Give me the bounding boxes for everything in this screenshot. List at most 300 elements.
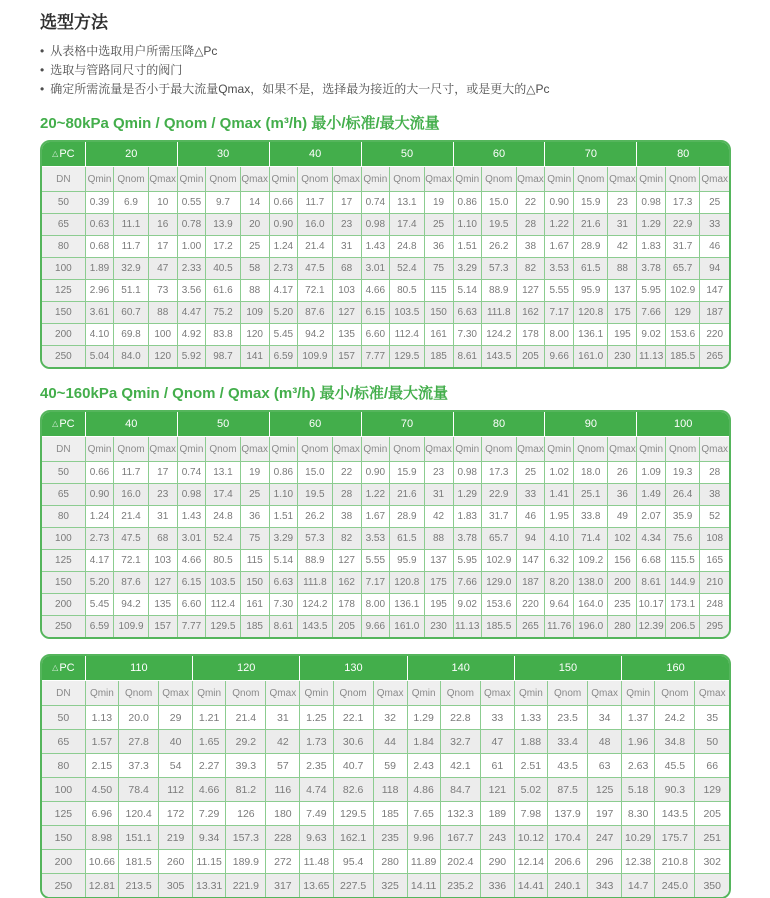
qmin-cell: 5.95: [453, 550, 482, 572]
dn-cell: 200: [42, 324, 85, 346]
qmin-cell: 6.60: [177, 594, 206, 616]
qmax-cell: 46: [516, 506, 545, 528]
qmin-cell: 4.10: [85, 324, 114, 346]
qnom-cell: 31.7: [482, 506, 516, 528]
qmin-cell: 0.90: [361, 462, 390, 484]
qmin-cell: 13.65: [300, 874, 333, 898]
dn-column-header: DN: [42, 437, 85, 462]
qmax-cell: 197: [588, 802, 622, 826]
qmax-cell: 34: [588, 706, 622, 730]
qmin-cell: 10.12: [514, 826, 547, 850]
qmax-cell: 29: [159, 706, 193, 730]
qmax-cell: 317: [266, 874, 300, 898]
qnom-cell: 137.9: [548, 802, 588, 826]
qmax-column-header: Qmax: [700, 167, 729, 192]
qmax-cell: 33: [700, 214, 729, 236]
qnom-cell: 6.9: [114, 192, 148, 214]
qmax-cell: 290: [480, 850, 514, 874]
qnom-column-header: Qnom: [440, 681, 480, 706]
qnom-cell: 98.7: [206, 346, 240, 368]
qnom-cell: 27.8: [119, 730, 159, 754]
qmin-cell: 4.66: [193, 778, 226, 802]
qnom-cell: 196.0: [573, 616, 607, 638]
qmax-cell: 94: [516, 528, 545, 550]
qmin-cell: 11.13: [453, 616, 482, 638]
qmax-column-header: Qmax: [480, 681, 514, 706]
qmin-cell: 11.48: [300, 850, 333, 874]
qmin-cell: 0.74: [177, 462, 206, 484]
qmax-cell: 36: [240, 506, 269, 528]
qmax-cell: 343: [588, 874, 622, 898]
qmax-cell: 157: [332, 346, 361, 368]
qmin-cell: 1.00: [177, 236, 206, 258]
qmin-column-header: Qmin: [361, 167, 390, 192]
qmax-cell: 108: [700, 528, 729, 550]
qnom-cell: 57.3: [482, 258, 516, 280]
qmax-cell: 23: [608, 192, 637, 214]
qmin-cell: 3.29: [269, 528, 298, 550]
qmax-cell: 25: [424, 214, 453, 236]
qmax-column-header: Qmax: [332, 167, 361, 192]
delta-triangle-icon: △: [52, 419, 59, 428]
qmax-cell: 35: [695, 706, 729, 730]
qmin-cell: 11.15: [193, 850, 226, 874]
table-row: [42, 730, 729, 754]
qnom-cell: 61.5: [573, 258, 607, 280]
qmin-cell: 1.49: [637, 484, 666, 506]
qmin-cell: 2.27: [193, 754, 226, 778]
qmin-column-header: Qmin: [637, 437, 666, 462]
qmax-cell: 46: [700, 236, 729, 258]
qmin-column-header: Qmin: [545, 167, 574, 192]
qnom-cell: 15.0: [298, 462, 332, 484]
table-row: [42, 616, 729, 638]
qmax-cell: 127: [332, 550, 361, 572]
qmax-cell: 63: [588, 754, 622, 778]
qnom-cell: 28.9: [390, 506, 424, 528]
qmin-cell: 7.49: [300, 802, 333, 826]
qmin-column-header: Qmin: [453, 437, 482, 462]
qmin-cell: 1.43: [177, 506, 206, 528]
qmax-cell: 157: [148, 616, 177, 638]
dn-cell: 80: [42, 236, 85, 258]
qnom-cell: 129.5: [206, 616, 240, 638]
qmax-cell: 66: [695, 754, 729, 778]
qnom-cell: 35.9: [665, 506, 699, 528]
qmax-cell: 31: [608, 214, 637, 236]
qmax-cell: 235: [608, 594, 637, 616]
qnom-cell: 25.1: [573, 484, 607, 506]
qnom-cell: 19.5: [298, 484, 332, 506]
qmin-cell: 3.01: [361, 258, 390, 280]
qmax-cell: 129: [695, 778, 729, 802]
dn-cell: 65: [42, 730, 85, 754]
flow-table-section-110-160kpa: [40, 654, 731, 898]
qmax-cell: 82: [332, 528, 361, 550]
qmax-cell: 94: [700, 258, 729, 280]
qmax-cell: 272: [266, 850, 300, 874]
qnom-cell: 245.0: [655, 874, 695, 898]
qmin-cell: 0.66: [85, 462, 114, 484]
qmax-cell: 230: [608, 346, 637, 368]
qmax-cell: 59: [373, 754, 407, 778]
qmin-cell: 6.15: [361, 302, 390, 324]
qnom-cell: 18.0: [573, 462, 607, 484]
delta-triangle-icon: △: [52, 149, 59, 158]
pressure-group-header: 100: [637, 412, 729, 437]
qnom-cell: 120.8: [390, 572, 424, 594]
qnom-cell: 51.1: [114, 280, 148, 302]
qmin-cell: 1.84: [407, 730, 440, 754]
qmin-cell: 2.35: [300, 754, 333, 778]
qmax-cell: 172: [159, 802, 193, 826]
qmin-cell: 0.55: [177, 192, 206, 214]
qmax-cell: 161: [424, 324, 453, 346]
qmax-cell: 178: [332, 594, 361, 616]
qnom-cell: 87.6: [114, 572, 148, 594]
qmin-cell: 4.92: [177, 324, 206, 346]
qnom-cell: 94.2: [298, 324, 332, 346]
pressure-group-header: 160: [622, 656, 729, 681]
qnom-cell: 102.9: [665, 280, 699, 302]
qnom-cell: 60.7: [114, 302, 148, 324]
qmax-cell: 58: [240, 258, 269, 280]
qmin-cell: 8.30: [622, 802, 655, 826]
qmin-cell: 12.14: [514, 850, 547, 874]
qnom-column-header: Qnom: [665, 437, 699, 462]
qmax-cell: 185: [373, 802, 407, 826]
qmin-cell: 1.51: [453, 236, 482, 258]
qnom-cell: 87.6: [298, 302, 332, 324]
qnom-cell: 13.1: [206, 462, 240, 484]
qmin-cell: 5.92: [177, 346, 206, 368]
qnom-cell: 34.8: [655, 730, 695, 754]
qmax-column-header: Qmax: [148, 437, 177, 462]
qmax-cell: 19: [424, 192, 453, 214]
qnom-cell: 16.0: [298, 214, 332, 236]
qnom-cell: 164.0: [573, 594, 607, 616]
qnom-cell: 11.7: [114, 236, 148, 258]
qmax-cell: 49: [608, 506, 637, 528]
qnom-cell: 80.5: [390, 280, 424, 302]
qmax-cell: 228: [266, 826, 300, 850]
qmin-cell: 1.21: [193, 706, 226, 730]
qmin-cell: 1.10: [269, 484, 298, 506]
qmin-cell: 2.73: [85, 528, 114, 550]
qmin-cell: 7.30: [269, 594, 298, 616]
qnom-cell: 32.7: [440, 730, 480, 754]
qmin-cell: 8.98: [85, 826, 118, 850]
qmax-cell: 38: [700, 484, 729, 506]
qmax-cell: 195: [608, 324, 637, 346]
qmin-cell: 6.63: [453, 302, 482, 324]
qmin-cell: 4.66: [177, 550, 206, 572]
qmax-cell: 162: [332, 572, 361, 594]
qnom-cell: 88.9: [298, 550, 332, 572]
qmax-column-header: Qmax: [240, 437, 269, 462]
pc-label: PC: [59, 662, 75, 674]
qnom-cell: 82.6: [333, 778, 373, 802]
dn-cell: 100: [42, 528, 85, 550]
qmax-cell: 10: [148, 192, 177, 214]
qmin-cell: 1.24: [269, 236, 298, 258]
qmax-cell: 127: [148, 572, 177, 594]
qmin-cell: 9.63: [300, 826, 333, 850]
qmax-cell: 102: [608, 528, 637, 550]
table-row: [42, 850, 729, 874]
qmax-column-header: Qmax: [266, 681, 300, 706]
qnom-cell: 185.5: [482, 616, 516, 638]
qmax-cell: 251: [695, 826, 729, 850]
qnom-cell: 17.3: [665, 192, 699, 214]
qmax-cell: 17: [148, 236, 177, 258]
qmin-cell: 6.68: [637, 550, 666, 572]
qmin-cell: 4.17: [269, 280, 298, 302]
qmax-cell: 162: [516, 302, 545, 324]
qnom-cell: 115.5: [665, 550, 699, 572]
qmin-column-header: Qmin: [85, 681, 118, 706]
qnom-cell: 83.8: [206, 324, 240, 346]
qmin-cell: 8.00: [361, 594, 390, 616]
qmin-cell: 4.47: [177, 302, 206, 324]
qmin-cell: 7.17: [545, 302, 574, 324]
dn-cell: 100: [42, 778, 85, 802]
qmin-cell: 7.66: [637, 302, 666, 324]
qmin-cell: 7.29: [193, 802, 226, 826]
qmin-cell: 7.66: [453, 572, 482, 594]
table-row: [42, 484, 729, 506]
qnom-cell: 32.9: [114, 258, 148, 280]
table-row: [42, 528, 729, 550]
dn-cell: 50: [42, 706, 85, 730]
qnom-cell: 144.9: [665, 572, 699, 594]
qmin-cell: 12.39: [637, 616, 666, 638]
qmin-cell: 8.00: [545, 324, 574, 346]
qmin-cell: 8.20: [545, 572, 574, 594]
qnom-cell: 202.4: [440, 850, 480, 874]
qmin-cell: 1.96: [622, 730, 655, 754]
qnom-cell: 129: [665, 302, 699, 324]
pc-label: PC: [59, 418, 75, 430]
qnom-cell: 124.2: [482, 324, 516, 346]
qmin-cell: 0.98: [361, 214, 390, 236]
table-row: [42, 258, 729, 280]
qnom-cell: 33.8: [573, 506, 607, 528]
qmax-cell: 61: [480, 754, 514, 778]
qmin-cell: 1.41: [545, 484, 574, 506]
qmin-cell: 9.66: [545, 346, 574, 368]
table-row: [42, 572, 729, 594]
qnom-cell: 22.9: [665, 214, 699, 236]
qmin-cell: 5.95: [637, 280, 666, 302]
qmax-cell: 243: [480, 826, 514, 850]
qmax-cell: 115: [240, 550, 269, 572]
qmin-column-header: Qmin: [622, 681, 655, 706]
qmin-cell: 1.25: [300, 706, 333, 730]
qmax-cell: 47: [148, 258, 177, 280]
qmin-column-header: Qmin: [514, 681, 547, 706]
qnom-cell: 111.8: [482, 302, 516, 324]
qmax-cell: 141: [240, 346, 269, 368]
pressure-group-header: 50: [361, 142, 453, 167]
pc-label: PC: [59, 148, 75, 160]
qmax-cell: 25: [700, 192, 729, 214]
qmin-column-header: Qmin: [193, 681, 226, 706]
qmin-cell: 6.63: [269, 572, 298, 594]
qnom-cell: 95.9: [573, 280, 607, 302]
qnom-cell: 45.5: [655, 754, 695, 778]
qmax-cell: 31: [424, 484, 453, 506]
qnom-cell: 206.5: [665, 616, 699, 638]
qnom-cell: 136.1: [573, 324, 607, 346]
qmax-cell: 42: [608, 236, 637, 258]
qnom-cell: 24.8: [390, 236, 424, 258]
qnom-cell: 120.4: [119, 802, 159, 826]
qmin-cell: 5.14: [453, 280, 482, 302]
selection-step: • 从表格中选取用户所需压降△Pc: [40, 42, 731, 61]
qmin-cell: 6.96: [85, 802, 118, 826]
qmax-cell: 82: [516, 258, 545, 280]
qnom-cell: 17.4: [206, 484, 240, 506]
qnom-cell: 43.5: [548, 754, 588, 778]
qmax-cell: 121: [480, 778, 514, 802]
qmax-cell: 205: [332, 616, 361, 638]
qmin-cell: 8.61: [453, 346, 482, 368]
qnom-column-header: Qnom: [114, 167, 148, 192]
qnom-cell: 57.3: [298, 528, 332, 550]
qmin-cell: 8.61: [269, 616, 298, 638]
qnom-cell: 167.7: [440, 826, 480, 850]
qmax-cell: 22: [516, 192, 545, 214]
flow-table-section-40-160kpa: [40, 384, 731, 639]
qmax-cell: 36: [608, 484, 637, 506]
qmin-cell: 2.07: [637, 506, 666, 528]
pressure-group-header: 20: [85, 142, 177, 167]
qnom-cell: 129.5: [333, 802, 373, 826]
qmax-cell: 280: [373, 850, 407, 874]
qmin-cell: 7.65: [407, 802, 440, 826]
qmin-cell: 4.66: [361, 280, 390, 302]
qnom-cell: 143.5: [298, 616, 332, 638]
qnom-cell: 75.6: [665, 528, 699, 550]
qnom-cell: 175.7: [655, 826, 695, 850]
qmax-cell: 295: [700, 616, 729, 638]
dn-cell: 125: [42, 280, 85, 302]
qmax-cell: 235: [373, 826, 407, 850]
qmax-cell: 296: [588, 850, 622, 874]
qmax-cell: 175: [608, 302, 637, 324]
qmax-cell: 220: [516, 594, 545, 616]
qnom-cell: 65.7: [665, 258, 699, 280]
qmin-cell: 2.43: [407, 754, 440, 778]
qmin-cell: 5.18: [622, 778, 655, 802]
qmax-cell: 195: [424, 594, 453, 616]
qnom-cell: 143.5: [655, 802, 695, 826]
qmin-cell: 4.86: [407, 778, 440, 802]
delta-triangle-icon: △: [52, 663, 59, 672]
qmin-cell: 2.63: [622, 754, 655, 778]
delta-pc-header: [42, 412, 85, 437]
dn-cell: 150: [42, 826, 85, 850]
qmin-cell: 5.55: [361, 550, 390, 572]
dn-cell: 80: [42, 506, 85, 528]
qmin-cell: 9.02: [637, 324, 666, 346]
qnom-cell: 26.2: [482, 236, 516, 258]
pressure-group-header: 150: [514, 656, 621, 681]
qnom-cell: 161.0: [573, 346, 607, 368]
qnom-column-header: Qnom: [482, 167, 516, 192]
qmin-cell: 2.15: [85, 754, 118, 778]
qnom-cell: 17.4: [390, 214, 424, 236]
qnom-cell: 103.5: [390, 302, 424, 324]
page-title: 选型方法: [40, 13, 108, 32]
qmax-cell: 305: [159, 874, 193, 898]
qmin-cell: 3.53: [361, 528, 390, 550]
dn-cell: 50: [42, 192, 85, 214]
qmin-cell: 7.98: [514, 802, 547, 826]
dn-cell: 125: [42, 802, 85, 826]
delta-pc-header: [42, 142, 85, 167]
pressure-group-header: 40: [269, 142, 361, 167]
qnom-column-header: Qnom: [482, 437, 516, 462]
dn-cell: 80: [42, 754, 85, 778]
qnom-cell: 126: [226, 802, 266, 826]
qmin-cell: 6.59: [85, 616, 114, 638]
qnom-cell: 11.7: [298, 192, 332, 214]
qnom-cell: 61.5: [390, 528, 424, 550]
qmax-cell: 52: [700, 506, 729, 528]
qmax-cell: 118: [373, 778, 407, 802]
qmin-cell: 4.34: [637, 528, 666, 550]
qnom-cell: 88.9: [482, 280, 516, 302]
qnom-cell: 17.3: [482, 462, 516, 484]
qmin-column-header: Qmin: [453, 167, 482, 192]
qmax-cell: 127: [516, 280, 545, 302]
qmin-cell: 0.98: [177, 484, 206, 506]
dn-cell: 150: [42, 302, 85, 324]
qnom-cell: 109.9: [114, 616, 148, 638]
qnom-column-header: Qnom: [573, 167, 607, 192]
qmax-cell: 336: [480, 874, 514, 898]
dn-cell: 250: [42, 874, 85, 898]
qmax-cell: 135: [332, 324, 361, 346]
qmax-cell: 115: [424, 280, 453, 302]
qmin-column-header: Qmin: [177, 167, 206, 192]
table-row: [42, 754, 729, 778]
qmin-cell: 1.22: [361, 484, 390, 506]
qmax-column-header: Qmax: [516, 167, 545, 192]
qnom-cell: 153.6: [482, 594, 516, 616]
qnom-cell: 30.6: [333, 730, 373, 754]
table-row: [42, 280, 729, 302]
qmin-cell: 2.33: [177, 258, 206, 280]
qnom-cell: 227.5: [333, 874, 373, 898]
qmin-cell: 1.29: [407, 706, 440, 730]
qmin-cell: 6.60: [361, 324, 390, 346]
qnom-cell: 61.6: [206, 280, 240, 302]
qnom-cell: 42.1: [440, 754, 480, 778]
qmin-cell: 5.02: [514, 778, 547, 802]
qmax-cell: 150: [424, 302, 453, 324]
dn-cell: 250: [42, 616, 85, 638]
qmax-column-header: Qmax: [700, 437, 729, 462]
qmin-cell: 2.73: [269, 258, 298, 280]
table-title: 20~80kPa Qmin / Qnom / Qmax (m³/h) 最小/标准/最大流量: [40, 115, 440, 132]
qmin-cell: 12.81: [85, 874, 118, 898]
qmin-cell: 0.90: [85, 484, 114, 506]
qnom-cell: 173.1: [665, 594, 699, 616]
qmin-cell: 0.78: [177, 214, 206, 236]
